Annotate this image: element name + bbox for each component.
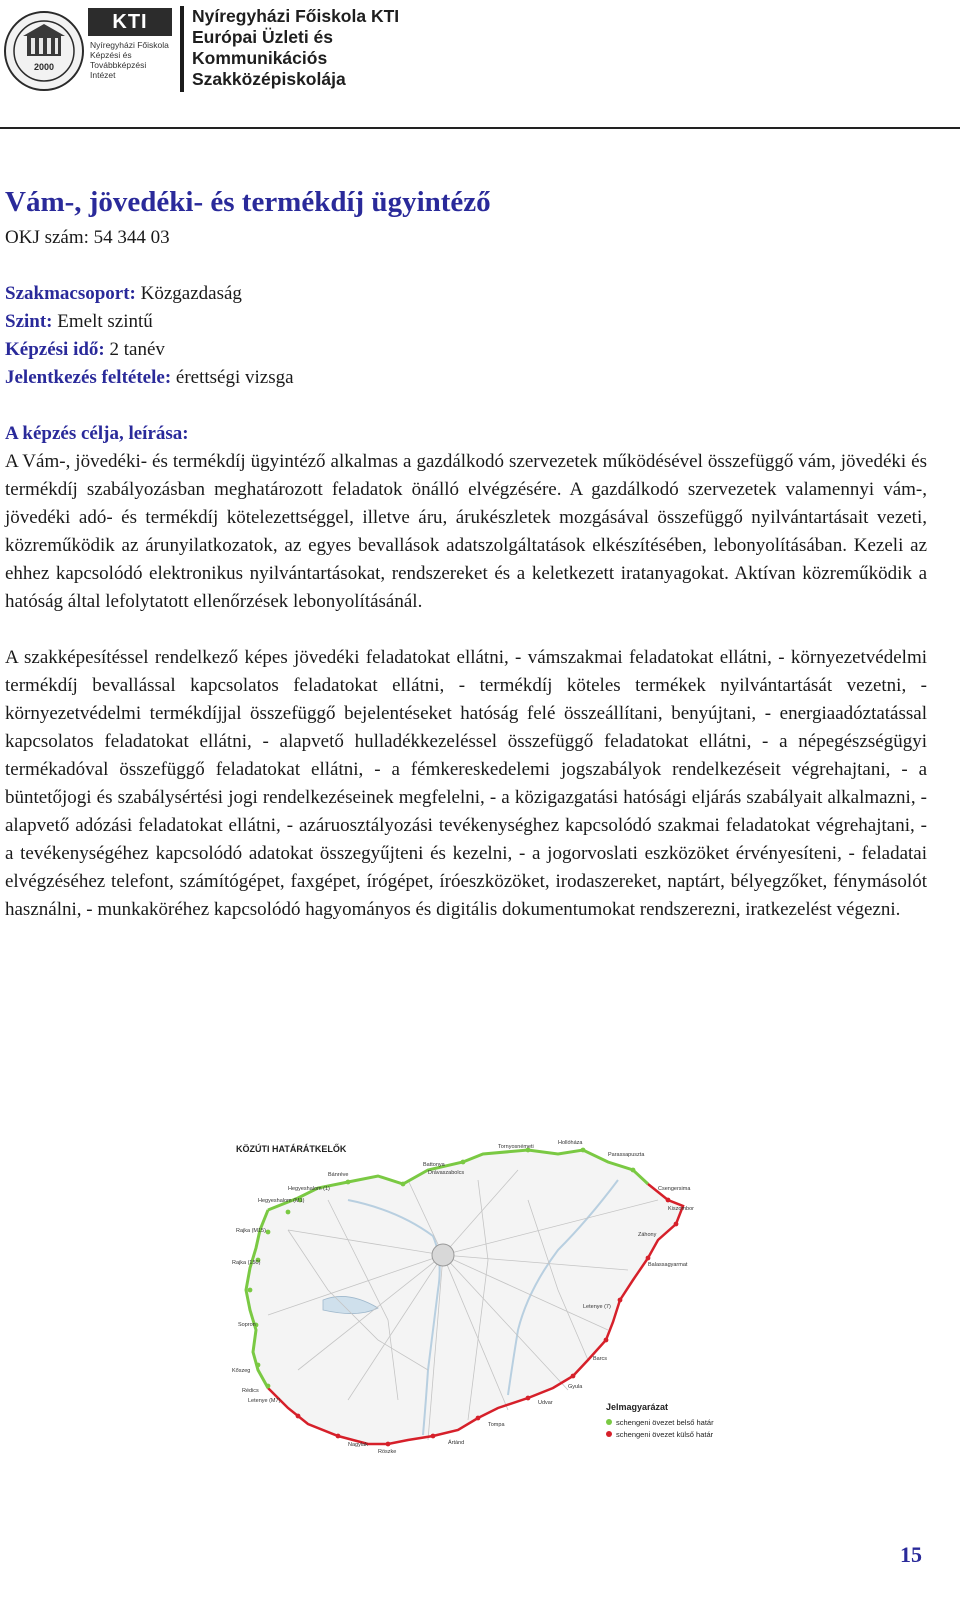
- crossing-point: [266, 1230, 271, 1235]
- header-rule: [0, 127, 960, 129]
- meta-value: Emelt szintű: [52, 311, 153, 332]
- kti-logo: [88, 8, 178, 94]
- place-label: Parassapuszta: [608, 1152, 645, 1158]
- crossing-point: [336, 1434, 341, 1439]
- place-label: Rajka (150): [232, 1260, 261, 1266]
- crossing-point: [461, 1160, 466, 1165]
- place-label: Tompa: [488, 1422, 505, 1428]
- page-number: 15: [900, 1542, 922, 1567]
- place-label: Csengersima: [658, 1186, 691, 1192]
- kti-subtitle: Nyíregyházi Főiskola Képzési és Továbbképzési Intézet: [90, 40, 169, 80]
- meta-requirement: [5, 364, 927, 392]
- description-paragraph: A Vám-, jövedéki- és termékdíj ügyintéző alkalmas a gazdálkodó szervezetek működésével összefüggő vám, jövedéki és termékdíj szabályozásban meghatározott feladatok önálló elvégzésére. A gazdálkodó szervezetek valamennyi vám-, jövedéki adó- és termékdíj kötelezettséggel, illetve áru, árukészletek mozgásával összefüggő nyilvántartásait vezeti, közreműködik az árunyilatkozatok, az egyes bevallások adatszolgáltatások elkészítésében, lebonyolításában. Kezeli az ehhez kapcsolódó elektronikus nyilvántartásokat, rendszereket és a keletkezett iratanyagokat. Aktívan közreműködik a hatóság által lefolytatott ellenőrzések lebonyolításánál.: [5, 451, 927, 612]
- institute-seal-logo: [3, 10, 85, 92]
- crossing-point: [431, 1434, 436, 1439]
- place-label: Tornyosnémeti: [498, 1144, 534, 1150]
- map-legend: [606, 1402, 718, 1440]
- crossing-point: [346, 1180, 351, 1185]
- competencies-paragraph: A szakképesítéssel rendelkező képes jövedéki feladatokat ellátni, - vámszakmai feladatokat ellátni, - környezetvédelmi termékdíj bevallással kapcsolatos feladatokat ellátni, - termékdíj köteles termékek nyilvántartását vezetni, - környezetvédelmi termékdíjjal összefüggő bejelentéseket hatóság felé összeállítani, benyújtani, - energiaadóztatással kapcsolatos feladatokat ellátni, - alapvető hulladékkezeléssel összefüggő feladatokat ellátni, - a népegészségügyi termékadóval összefüggő feladatokat ellátni, - a fémkereskedelemi jogszabályok rendelkezéseit végrehajtani, - a büntetőjogi és szabálysértési jogi rendelkezéseinek megfelelni, - a közigazgatási hatósági eljárás szabályait alkalmazni, - alapvető adózási feladatokat ellátni, - azáruosztályozási tevékenységhez kapcsolódó szakmai feladatokat végrehajtani, - a tevékenységéhez kapcsolódó adatokat összegyűjteni és kezelni, - a jogorvoslati eszközöket érvényesíteni, - feladatai elvégzéséhez telefont, számítógépet, faxgépet, írógépet, íróeszközöket, irodaszereket, naptárt, bélyegzőket, fénymásolót használni, - munkaköréhez kapcsolódó hagyományos és digitális dokumentumokat rendszerezni, iratkezelést végezni.: [5, 647, 927, 920]
- legend-item: [606, 1428, 718, 1440]
- place-label: Sopron: [238, 1322, 256, 1328]
- meta-value: 2 tanév: [104, 339, 165, 360]
- crossing-point: [581, 1148, 586, 1153]
- header-divider: [180, 6, 184, 92]
- map-title: KÖZÚTI HATÁRÁTKELŐK: [236, 1144, 347, 1154]
- place-label: Bánréve: [328, 1172, 349, 1178]
- place-label: Nagylak: [348, 1442, 368, 1448]
- border-crossings-map: [228, 1140, 724, 1480]
- place-label: Kőszeg: [232, 1368, 251, 1374]
- crossing-point: [674, 1222, 679, 1227]
- place-label: Gyula: [568, 1384, 583, 1390]
- crossing-point: [386, 1442, 391, 1447]
- crossing-point: [618, 1298, 623, 1303]
- seal-year: 2000: [33, 62, 55, 72]
- meta-value: Közgazdaság: [135, 283, 242, 304]
- meta-label: Szakmacsoport:: [5, 283, 136, 304]
- main-content: [5, 180, 927, 924]
- crossing-point: [401, 1182, 406, 1187]
- crossing-point: [666, 1198, 671, 1203]
- place-label: Drávaszabolcs: [428, 1170, 465, 1176]
- meta-value: érettségi vizsga: [171, 367, 294, 388]
- country-outline: [246, 1150, 683, 1444]
- legend-title: Jelmagyarázat: [606, 1402, 669, 1412]
- meta-label: Képzési idő:: [5, 339, 105, 360]
- meta-label: Jelentkezés feltétele:: [5, 367, 172, 388]
- crossing-point: [571, 1374, 576, 1379]
- page-title: Vám-, jövedéki- és termékdíj ügyintéző: [5, 186, 491, 218]
- legend-label: schengeni övezet külső határ: [616, 1429, 714, 1439]
- place-label: Rédics: [242, 1388, 259, 1394]
- place-label: Hegyeshalom (M1): [258, 1198, 305, 1204]
- crossing-point: [476, 1416, 481, 1421]
- legend-swatch-red: [606, 1431, 612, 1437]
- crossing-point: [286, 1210, 291, 1215]
- place-label: Kiszombor: [668, 1206, 694, 1212]
- place-label: Letenye (M7): [248, 1398, 281, 1404]
- kti-logo-text: KTI: [88, 8, 172, 36]
- section-heading: A képzés célja, leírása:: [5, 423, 189, 444]
- place-label: Rajka (M15): [236, 1228, 266, 1234]
- legend-label: schengeni övezet belső határ: [616, 1417, 714, 1427]
- budapest-marker: [432, 1244, 454, 1266]
- meta-duration: [5, 336, 927, 364]
- crossing-point: [646, 1256, 651, 1261]
- place-label: Letenye (7): [583, 1304, 611, 1310]
- meta-label: Szint:: [5, 311, 53, 332]
- place-label: Barcs: [593, 1356, 608, 1362]
- crossing-point: [631, 1168, 636, 1173]
- place-label: Záhony: [638, 1232, 657, 1238]
- legend-item: [606, 1416, 718, 1428]
- crossing-point: [604, 1338, 609, 1343]
- place-label: Hollóháza: [558, 1140, 583, 1146]
- page-header: [0, 0, 960, 130]
- crossing-point: [266, 1384, 271, 1389]
- place-label: Hegyeshalom (1): [288, 1186, 330, 1192]
- place-label: Ártánd: [448, 1440, 465, 1446]
- place-label: Udvar: [538, 1400, 553, 1406]
- place-label: Röszke: [378, 1449, 397, 1455]
- place-label: Balassagyarmat: [648, 1262, 688, 1268]
- meta-level: [5, 308, 927, 336]
- crossing-point: [248, 1288, 253, 1293]
- meta-field-group: [5, 280, 927, 308]
- crossing-point: [296, 1414, 301, 1419]
- school-name: Nyíregyházi Főiskola KTI Európai Üzleti és Kommunikációs Szakközépiskolája: [192, 6, 400, 89]
- crossing-point: [256, 1363, 261, 1368]
- legend-swatch-green: [606, 1419, 612, 1425]
- place-label: Battonya: [423, 1162, 445, 1168]
- crossing-point: [526, 1396, 531, 1401]
- okj-number: OKJ szám: 54 344 03: [5, 227, 170, 248]
